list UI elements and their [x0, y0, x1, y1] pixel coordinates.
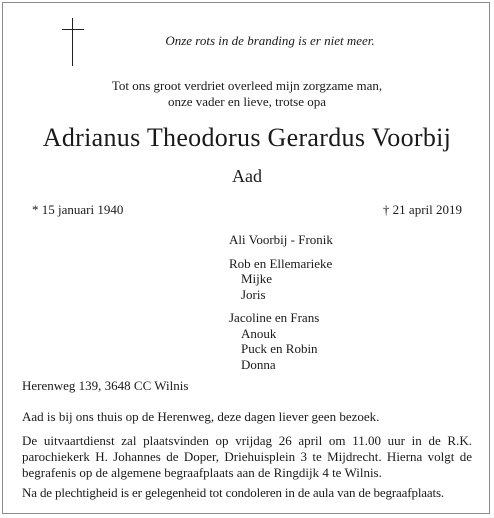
- intro-text: [0, 78, 494, 110]
- intro-line: onze vader en lieve, trotse opa: [167, 94, 327, 109]
- family-list: [229, 232, 333, 372]
- visit-notice: Aad is bij ons thuis op de Herenweg, deze dagen liever geen bezoek.: [22, 409, 380, 424]
- condolence-notice: Na de plechtigheid is er gelegenheid tot condoleren in de aula van de begraafplaats.: [22, 485, 444, 500]
- family-member: Ali Voorbij - Fronik: [229, 232, 333, 247]
- grandchild: Mijke: [241, 271, 273, 286]
- deceased-full-name: Adrianus Theodorus Gerardus Voorbij: [42, 123, 452, 152]
- grandchild: Donna: [241, 356, 276, 372]
- birth-date: * 15 januari 1940: [32, 202, 124, 217]
- intro-line: Tot ons groot verdriet overleed mijn zorgzame man,: [111, 78, 383, 93]
- home-address: Herenweg 139, 3648 CC Wilnis: [22, 378, 189, 393]
- grandchild: Anouk: [241, 325, 277, 341]
- grandchild: Puck en Robin: [241, 341, 318, 356]
- grandchild: Joris: [241, 286, 266, 302]
- death-date: † 21 april 2019: [382, 202, 462, 217]
- funeral-details: De uitvaartdienst zal plaatsvinden op vrijdag 26 april om 11.00 uur in de R.K. parochiekerk H. Johannes de Doper, Driehuisplein 3 te Mijdrecht. Hierna volgt de begrafenis op de algemene begraafplaats aan de Ringdijk 4 te Wilnis.: [22, 433, 472, 480]
- deceased-nickname: Aad: [232, 166, 262, 186]
- cross-icon: [62, 18, 84, 66]
- family-member: Jacoline en Frans: [229, 310, 320, 325]
- family-member: Rob en Ellemarieke: [229, 255, 333, 271]
- motto: Onze rots in de branding is er niet meer.: [165, 33, 375, 48]
